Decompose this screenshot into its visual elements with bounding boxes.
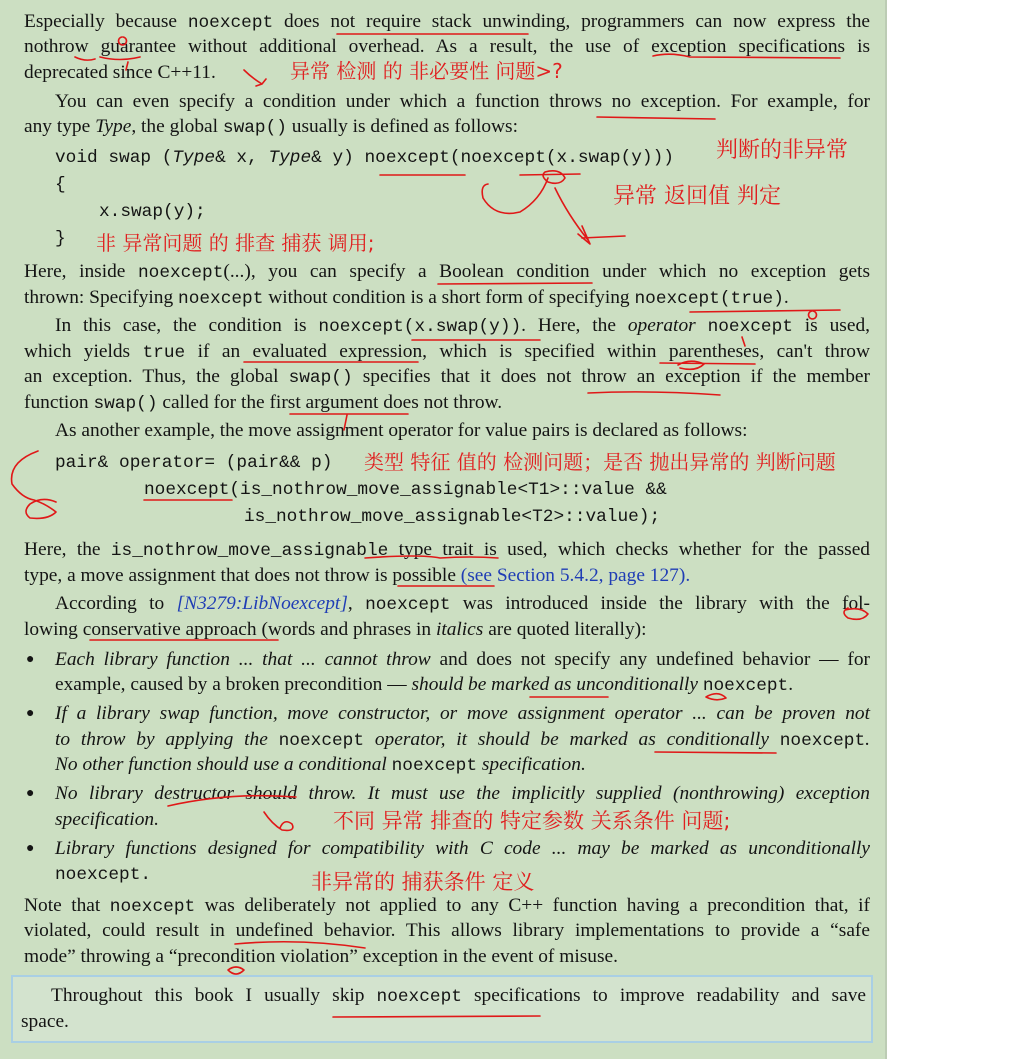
code2-line2: noexcept(is_nothrow_move_assignable<T1>::value && [144,480,667,500]
p8-line3: mode” throwing a “precondition violation” exception in the event of misuse. [24,946,618,967]
bullet-dot: ● [26,786,35,801]
section-link[interactable]: (see Section 5.4.2, page 127). [460,565,691,586]
p2-line1: You can even specify a condition under which a function throws no exception. For example, for [55,91,870,112]
p7-line1: According to [N3279:LibNoexcept], noexcept was introduced inside the library with the fol- [55,593,871,615]
annotation-4: 非 异常问题 的 排查 捕获 调用; [96,231,375,255]
bullet-dot: ● [26,706,35,721]
p3-line1: Here, inside noexcept(...), you can specify a Boolean condition under which no exception gets [24,261,870,283]
p4-line1: In this case, the condition is noexcept(x.swap(y)). Here, the operator noexcept is used, [55,315,870,337]
bullet2-line1: If a library swap function, move constructor, or move assignment operator ... can be proven not [55,703,870,724]
bullet4-line1: Library functions designed for compatibility with C code ... may be marked as unconditionally [55,838,870,859]
p3-line2: thrown: Specifying noexcept without condition is a short form of specifying noexcept(true). [24,287,789,309]
annotation-3: 异常 返回值 判定 [613,184,781,209]
bullet2-line3: No other function should use a conditional noexcept specification. [55,754,586,776]
annotation-1: 异常 检测 的 非必要性 问题>? [290,59,563,83]
bullet4-line2: noexcept. [55,865,152,885]
bullet2-line2: to throw by applying the noexcept operator, it should be marked as conditionally noexcept. [55,729,870,751]
annotation-6: 不同 异常 排查的 特定参数 关系条件 问题; [333,809,731,833]
code1-line1: void swap (Type& x, Type& y) noexcept(noexcept(x.swap(y))) [55,148,674,168]
bullet1-line2: example, caused by a broken precondition — should be marked as unconditionally noexcept. [55,674,794,696]
annotation-2: 判断的非异常 [716,138,849,163]
code1-line4: } [55,229,66,249]
n3279-link[interactable]: [N3279:LibNoexcept] [176,593,348,614]
p5-line1: As another example, the move assignment operator for value pairs is declared as follows: [55,420,748,441]
p6-line1: Here, the is_nothrow_move_assignable type trait is used, which checks whether for the passed [24,539,870,561]
p4-line2: which yields true if an evaluated expression, which is specified within parentheses, can't throw [24,341,870,363]
annotation-5: 类型 特征 值的 检测问题；是否 抛出异常的 判断问题 [364,450,836,474]
bullet-dot: ● [26,841,35,856]
note-line2: space. [21,1011,69,1032]
bullet1-line1: Each library function ... that ... cannot throw and does not specify any undefined behavior — for [55,649,870,670]
p1-line2: nothrow guarantee without additional overhead. As a result, the use of exception specifications is [24,36,870,57]
p7-line2: lowing conservative approach (words and phrases in italics are quoted literally): [24,619,647,640]
bullet3-line2: specification. [55,809,159,830]
code1-line3: x.swap(y); [99,202,206,222]
code2-line3: is_nothrow_move_assignable<T2>::value); [244,507,661,527]
p8-line2: violated, could result in undefined behavior. This allows library implementations to provide a “safe [24,920,870,941]
bullet3-line1: No library destructor should throw. It must use the implicitly supplied (nonthrowing) exception [55,783,870,804]
p1-line3: deprecated since C++11. [24,62,216,83]
p2-line2: any type Type, the global swap() usually is defined as follows: [24,116,518,138]
note-line1: Throughout this book I usually skip noexcept specifications to improve readability and save [51,985,866,1007]
code2-line1: pair& operator= (pair&& p) [55,453,333,473]
bullet-dot: ● [26,652,35,667]
p4-line3: an exception. Thus, the global swap() specifies that it does not throw an exception if the member [24,366,870,388]
p4-line4: function swap() called for the first argument does not throw. [24,392,503,414]
p1-line1: Especially because noexcept does not require stack unwinding, programmers can now express the [24,11,870,33]
annotation-7: 非异常的 捕获条件 定义 [311,870,535,894]
p6-line2: type, a move assignment that does not throw is possible (see Section 5.4.2, page 127). [24,565,691,586]
p8-line1: Note that noexcept was deliberately not applied to any C++ function having a precondition that, if [24,895,870,917]
code1-line2: { [55,175,66,195]
